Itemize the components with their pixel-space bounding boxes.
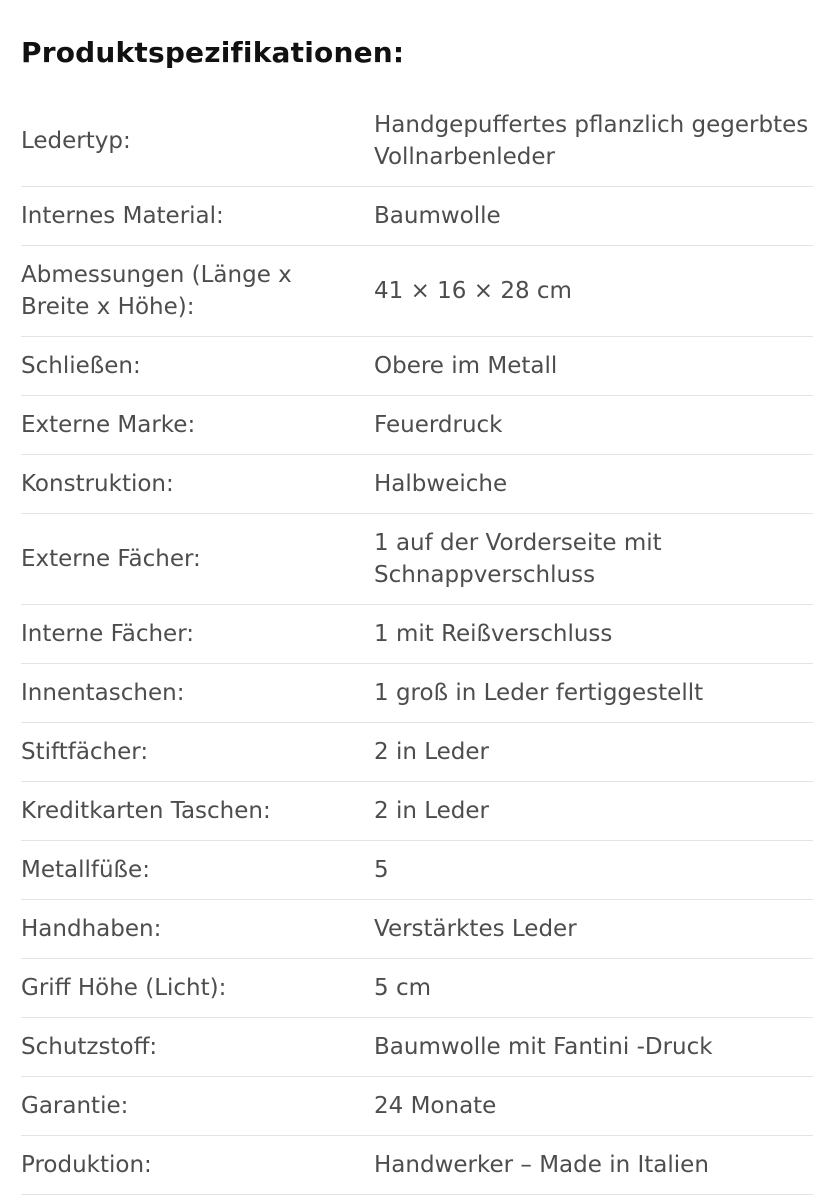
spec-row-dimensions — [21, 246, 813, 337]
spec-label: Externe Marke: — [21, 396, 374, 455]
spec-value: Feuerdruck — [374, 396, 813, 455]
spec-value: 1 groß in Leder fertiggestellt — [374, 664, 813, 723]
spec-row-pen-slots — [21, 723, 813, 782]
spec-value: 2 in Leder — [374, 782, 813, 841]
spec-row-closure — [21, 337, 813, 396]
spec-label: Produktion: — [21, 1136, 374, 1195]
spec-value: Baumwolle — [374, 187, 813, 246]
spec-value: Handgepuffertes pflanzlich gegerbtes Vollnarbenleder — [374, 96, 813, 187]
spec-label: Ledertyp: — [21, 96, 374, 187]
spec-label: Externe Fächer: — [21, 514, 374, 605]
spec-label: Metallfüße: — [21, 841, 374, 900]
spec-row-protective-fabric — [21, 1018, 813, 1077]
spec-value: Handwerker – Made in Italien — [374, 1136, 813, 1195]
spec-row-leather-type — [21, 96, 813, 187]
spec-row-handle-height — [21, 959, 813, 1018]
spec-row-internal-compartments — [21, 605, 813, 664]
spec-label: Internes Material: — [21, 187, 374, 246]
spec-value: 24 Monate — [374, 1077, 813, 1136]
spec-value: Halbweiche — [374, 455, 813, 514]
spec-row-external-brand — [21, 396, 813, 455]
specifications-table — [21, 96, 813, 1195]
spec-row-external-compartments — [21, 514, 813, 605]
spec-label: Schutzstoff: — [21, 1018, 374, 1077]
spec-row-metal-feet — [21, 841, 813, 900]
spec-label: Garantie: — [21, 1077, 374, 1136]
spec-value: 41 × 16 × 28 cm — [374, 246, 813, 337]
spec-value: 1 auf der Vorderseite mit Schnappverschluss — [374, 514, 813, 605]
spec-label: Innentaschen: — [21, 664, 374, 723]
spec-row-internal-material — [21, 187, 813, 246]
spec-value: 1 mit Reißverschluss — [374, 605, 813, 664]
spec-value: Verstärktes Leder — [374, 900, 813, 959]
specifications-heading: Produktspezifikationen: — [21, 36, 405, 69]
spec-row-handles — [21, 900, 813, 959]
spec-value: Baumwolle mit Fantini -Druck — [374, 1018, 813, 1077]
spec-label: Handhaben: — [21, 900, 374, 959]
spec-value: 2 in Leder — [374, 723, 813, 782]
spec-label: Interne Fächer: — [21, 605, 374, 664]
spec-row-warranty — [21, 1077, 813, 1136]
spec-value: Obere im Metall — [374, 337, 813, 396]
spec-label: Konstruktion: — [21, 455, 374, 514]
spec-row-credit-card-pockets — [21, 782, 813, 841]
spec-value: 5 — [374, 841, 813, 900]
spec-label: Stiftfächer: — [21, 723, 374, 782]
spec-value: 5 cm — [374, 959, 813, 1018]
spec-row-production — [21, 1136, 813, 1195]
spec-label: Schließen: — [21, 337, 374, 396]
spec-row-construction — [21, 455, 813, 514]
spec-row-inner-pockets — [21, 664, 813, 723]
spec-label: Abmessungen (Länge x Breite x Höhe): — [21, 246, 374, 337]
spec-label: Griff Höhe (Licht): — [21, 959, 374, 1018]
spec-label: Kreditkarten Taschen: — [21, 782, 374, 841]
